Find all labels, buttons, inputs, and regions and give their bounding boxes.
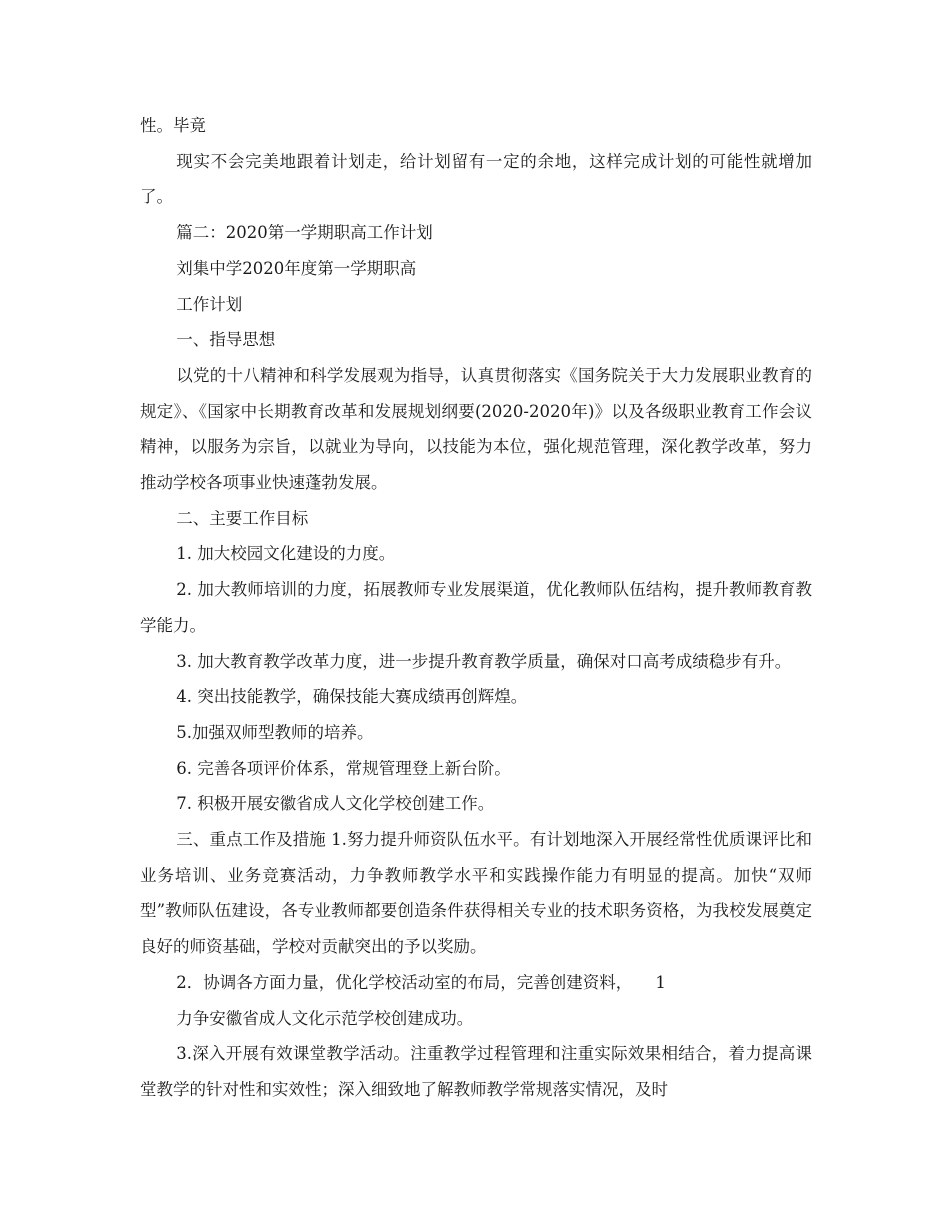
page-number: 1 [655,972,666,992]
heading-guiding-thought: 一、指导思想 [176,330,276,350]
paragraph-continuation: 性。毕竟 [140,116,206,135]
measure-item-3: 3.深入开展有效课堂教学活动。注重教学过程管理和注重实际效果相结合，着力提高课堂教学的针对性和实效性；深入细致地了解教师教学常规落实情况，及时 [140,1044,812,1099]
paragraph-key-measures: 三、重点工作及措施 1.努力提升师资队伍水平。有计划地深入开展经常性优质课评比和业务培训、业务竞赛活动，力争教师教学水平和实践操作能力有明显的提高。加快“双师型”教师队伍建设，各专业教师都要创造条件获得相关专业的技术职务资格，为我校发展奠定良好的师资基础，学校对贡献突出的予以奖励。 [140,830,812,957]
measure-item-2-text: 2．协调各方面力量，优化学校活动室的布局，完善创建资料， [176,972,633,992]
goal-item-7: 7. 积极开展安徽省成人文化学校创建工作。 [176,794,495,814]
paragraph-plan-flexibility: 现实不会完美地跟着计划走，给计划留有一定的余地，这样完成计划的可能性就增加了。 [140,151,812,207]
goal-item-2: 2. 加大教师培训的力度，拓展教师专业发展渠道，优化教师队伍结构，提升教师教育教学能力。 [140,580,812,635]
section-heading-part-two: 篇二：2020第一学期职高工作计划 [176,223,433,243]
goal-item-5: 5.加强双师型教师的培养。 [176,722,374,742]
paragraph-guiding-thought: 以党的十八精神和科学发展观为指导，认真贯彻落实《国务院关于大力发展职业教育的规定》、《国家中长期教育改革和发展规划纲要(2020-2020年)》以及各级职业教育工作会议精神，以服务为宗旨，以就业为导向，以技能为本位，强化规范管理，深化教学改革，努力推动学校各项事业快速蓬勃发展。 [140,365,812,493]
plan-title-school: 刘集中学2020年度第一学期职高 [176,258,417,278]
goal-item-3: 3. 加大教育教学改革力度，进一步提升教育教学质量，确保对口高考成绩稳步有升。 [176,651,792,671]
goal-item-6: 6. 完善各项评价体系，常规管理登上新台阶。 [176,758,511,778]
plan-title-work-plan: 工作计划 [176,294,243,314]
document-body [140,108,812,1108]
goal-item-1: 1. 加大校园文化建设的力度。 [176,544,396,564]
heading-main-goals: 二、主要工作目标 [176,508,309,528]
goal-item-4: 4. 突出技能教学，确保技能大赛成绩再创辉煌。 [176,687,528,707]
measure-item-2-continuation: 力争安徽省成人文化示范学校创建成功。 [176,1008,474,1028]
measure-item-2 [140,965,812,1001]
